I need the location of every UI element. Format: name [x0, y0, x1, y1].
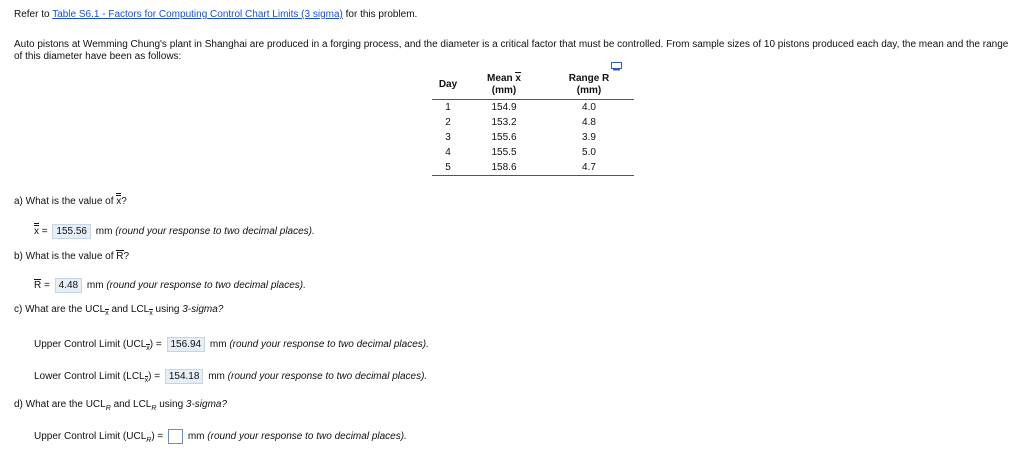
col-mean-header	[464, 73, 544, 100]
qa-unit: mm	[95, 226, 113, 237]
qb-qmark: ?	[123, 251, 130, 262]
qb-answer-var: R	[34, 280, 42, 291]
qd-using: using	[159, 399, 184, 410]
col-day-header: Day	[432, 73, 464, 100]
header-suffix: for this problem.	[345, 9, 418, 20]
qd-sub: R	[151, 405, 157, 412]
qd-prompt-text: d) What are the UCL	[14, 399, 106, 410]
range-cell: 3.9	[582, 132, 596, 143]
qc-lcl-answer-field[interactable]: 154.18	[165, 369, 204, 384]
table-header-row	[432, 73, 634, 100]
qd-ucl-label: Upper Control Limit (UCL	[34, 431, 147, 443]
qd-sigma: 3-sigma?	[185, 399, 228, 410]
question-b-prompt	[14, 251, 129, 262]
qa-answer-field[interactable]: 155.56	[52, 224, 91, 239]
qa-qmark: ?	[121, 196, 127, 207]
mean-cell: 155.5	[491, 147, 517, 158]
qb-eq: =	[44, 280, 50, 291]
qd-ucl-unit: mm	[187, 431, 205, 443]
range-cell: 4.8	[582, 117, 596, 128]
qa-var: x	[116, 196, 122, 207]
qc-ucl-answer-field[interactable]: 156.94	[167, 337, 206, 352]
qd-ucl-input[interactable]	[168, 429, 183, 444]
qd-sub: R	[105, 405, 111, 412]
qd-ucl-close: ) =	[151, 431, 164, 443]
qc-prompt-text: c) What are the UCL	[14, 304, 106, 315]
table-row	[432, 160, 634, 176]
col-mean-label: Mean	[487, 73, 513, 84]
table-s6-1-link[interactable]: Table S6.1 - Factors for Computing Control Chart Limits (3 sigma)	[52, 9, 343, 20]
qc-sigma: 3-sigma?	[182, 304, 224, 315]
qc-lcl-label: Lower Control Limit (LCL	[34, 371, 145, 382]
qc-using: using	[155, 304, 180, 315]
range-cell: 4.0	[582, 102, 596, 113]
day-cell: 5	[432, 160, 464, 176]
col-mean-unit: (mm)	[491, 85, 517, 96]
question-a-prompt	[14, 196, 127, 207]
problem-intro: Auto pistons at Wemming Chung's plant in Shanghai are produced in a forging process, and the diameter is a critical factor that must be controlled. From sample sizes of 10 pistons produced each day, the mean and the range of this diameter have been as follows:	[14, 39, 1009, 62]
table-row	[432, 100, 634, 116]
question-d-prompt	[14, 399, 227, 412]
range-cell: 4.7	[544, 160, 634, 176]
mean-cell: 154.9	[491, 102, 517, 113]
mean-cell: 158.6	[464, 160, 544, 176]
data-table	[432, 73, 634, 176]
col-mean-var: x	[515, 73, 521, 84]
qc-sub: x	[105, 310, 109, 317]
question-d-ucl-line	[34, 429, 407, 444]
qb-var: R	[116, 251, 124, 262]
qa-hint: (round your response to two decimal places).	[115, 226, 315, 237]
qc-lcl-hint: (round your response to two decimal places).	[227, 371, 428, 382]
header-line	[14, 9, 417, 20]
qa-eq: =	[41, 226, 48, 237]
qc-ucl-close: ) =	[149, 339, 162, 350]
header-prefix: Refer to	[14, 9, 50, 20]
range-cell: 5.0	[582, 147, 596, 158]
qa-prompt-text: a) What is the value of	[14, 196, 114, 207]
qc-lcl-close: ) =	[148, 371, 161, 382]
qd-ucl-sub: R	[146, 437, 152, 445]
table-row	[432, 115, 634, 130]
qc-lcl-unit: mm	[208, 371, 225, 382]
question-a-answer-line	[34, 224, 315, 239]
qd-and: and LCL	[113, 399, 152, 410]
day-cell: 3	[445, 132, 451, 143]
table-row	[432, 145, 634, 160]
mean-cell: 155.6	[491, 132, 517, 143]
day-cell: 4	[445, 147, 451, 158]
mean-cell: 153.2	[491, 117, 517, 128]
question-c-lcl-line	[34, 369, 427, 384]
qc-and: and LCL	[111, 304, 150, 315]
day-cell: 2	[445, 117, 451, 128]
col-range-header	[544, 73, 634, 100]
qc-ucl-unit: mm	[209, 339, 227, 350]
col-range-unit: (mm)	[576, 85, 602, 96]
col-range-label: Range R	[568, 73, 610, 84]
question-b-answer-line	[34, 278, 306, 293]
qb-hint: (round your response to two decimal places).	[106, 280, 306, 291]
question-c-prompt	[14, 304, 223, 317]
qc-ucl-sub: x	[146, 345, 150, 352]
qa-answer-var: x	[34, 226, 39, 237]
qc-lcl-sub: x	[144, 377, 149, 384]
table-row	[432, 130, 634, 145]
qb-prompt-text: b) What is the value of	[14, 251, 114, 262]
qc-ucl-hint: (round your response to two decimal places).	[229, 339, 429, 350]
day-cell: 1	[445, 102, 451, 113]
qb-unit: mm	[86, 280, 104, 291]
qc-ucl-label: Upper Control Limit (UCL	[34, 339, 147, 350]
qc-sub: x	[149, 310, 153, 317]
question-c-ucl-line	[34, 337, 429, 352]
qb-answer-field[interactable]: 4.48	[55, 278, 82, 293]
qd-ucl-hint: (round your response to two decimal places).	[207, 431, 407, 443]
